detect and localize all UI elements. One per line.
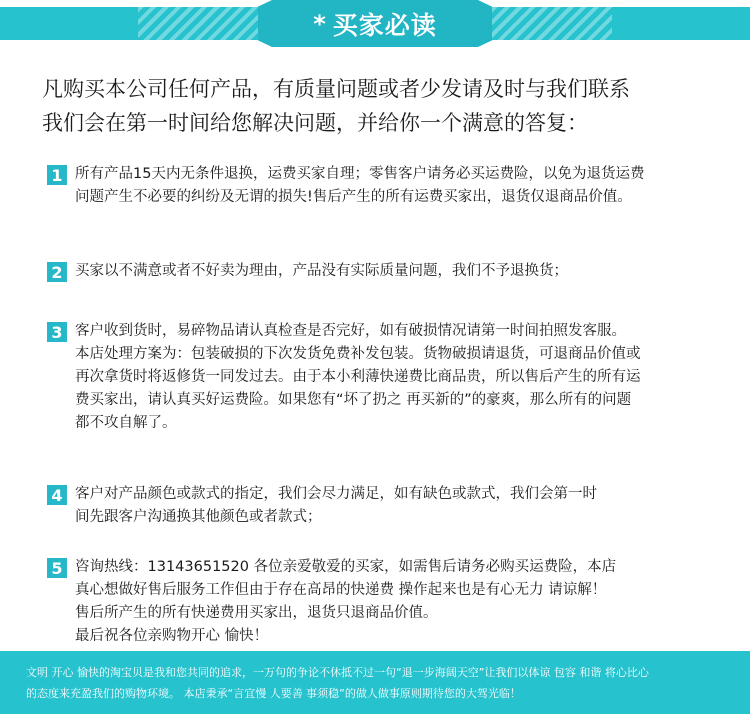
- footer-band: [0, 651, 750, 714]
- header-banner: [0, 0, 750, 47]
- banner-stripe-left: [138, 7, 258, 40]
- item-line: 客户对产品颜色或款式的指定，我们会尽力满足，如有缺色或款式，我们会第一时: [75, 486, 597, 502]
- footer-line: 文明 开心 愉快的淘宝贝是我和您共同的追求，一万句的争论不休抵不过一句“退一步海阔天空”让我们以体谅 包容 和谐 将心比心: [26, 666, 649, 679]
- item-text: [75, 556, 616, 648]
- item-line: 费买家出，请认真买好运费险。如果您有“坏了扔之 再买新的”的豪爽，那么所有的问题: [75, 392, 632, 408]
- item-number-badge: 3: [47, 322, 67, 342]
- item-line: 本店处理方案为：包装破损的下次发货免费补发包装。货物破损请退货，可退商品价值或: [75, 346, 641, 362]
- item-text: [75, 483, 597, 529]
- footer-line: 的态度来充盈我们的购物环境。 本店秉承“言宜慢 人要善 事须稳”的做人做事原则期待您的大驾光临！: [26, 687, 521, 700]
- item-line: 售后所产生的所有快递费用买家出，退货只退商品价值。: [75, 605, 438, 621]
- banner-stripe-right: [492, 7, 612, 40]
- item-line: 都不攻自解了。: [75, 415, 177, 431]
- item-text: [75, 260, 568, 283]
- page-title: [258, 0, 492, 47]
- star-icon: *: [313, 9, 327, 38]
- page-title-text: 买家必读: [332, 10, 437, 40]
- item-line: 买家以不满意或者不好卖为理由，产品没有实际质量问题，我们不予退换货；: [75, 263, 568, 279]
- item-line: 所有产品15天内无条件退换，运费买家自理；零售客户请务必买运费险，以免为退货运费: [75, 166, 645, 182]
- item-text: [75, 320, 641, 435]
- item-number-badge: 5: [47, 558, 67, 578]
- item-line: 咨询热线：13143651520 各位亲爱敬爱的买家，如需售后请务必购买运费险，本店: [75, 559, 617, 575]
- item-number-badge: 4: [47, 485, 67, 505]
- item-number-badge: 1: [47, 165, 67, 185]
- intro-line: 我们会在第一时间给您解决问题，并给你一个满意的答复：: [42, 111, 588, 135]
- item-line: 问题产生不必要的纠纷及无谓的损失!售后产生的所有运费买家出，退货仅退商品价值。: [75, 189, 632, 205]
- item-line: 真心想做好售后服务工作但由于存在高昂的快递费 操作起来也是有心无力 请谅解！: [75, 582, 607, 598]
- item-line: 再次拿货时将返修货一同发过去。由于本小利薄快递费比商品贵，所以售后产生的所有运: [75, 369, 641, 385]
- item-number-badge: 2: [47, 262, 67, 282]
- item-line: 间先跟客户沟通换其他颜色或者款式；: [75, 509, 322, 525]
- intro-text: [42, 72, 732, 140]
- item-line: 客户收到货时，易碎物品请认真检查是否完好，如有破损情况请第一时间拍照发客服。: [75, 323, 626, 339]
- intro-line: 凡购买本公司任何产品，有质量问题或者少发请及时与我们联系: [42, 77, 630, 101]
- item-text: [75, 163, 644, 209]
- item-line: 最后祝各位亲购物开心 愉快！: [75, 628, 269, 644]
